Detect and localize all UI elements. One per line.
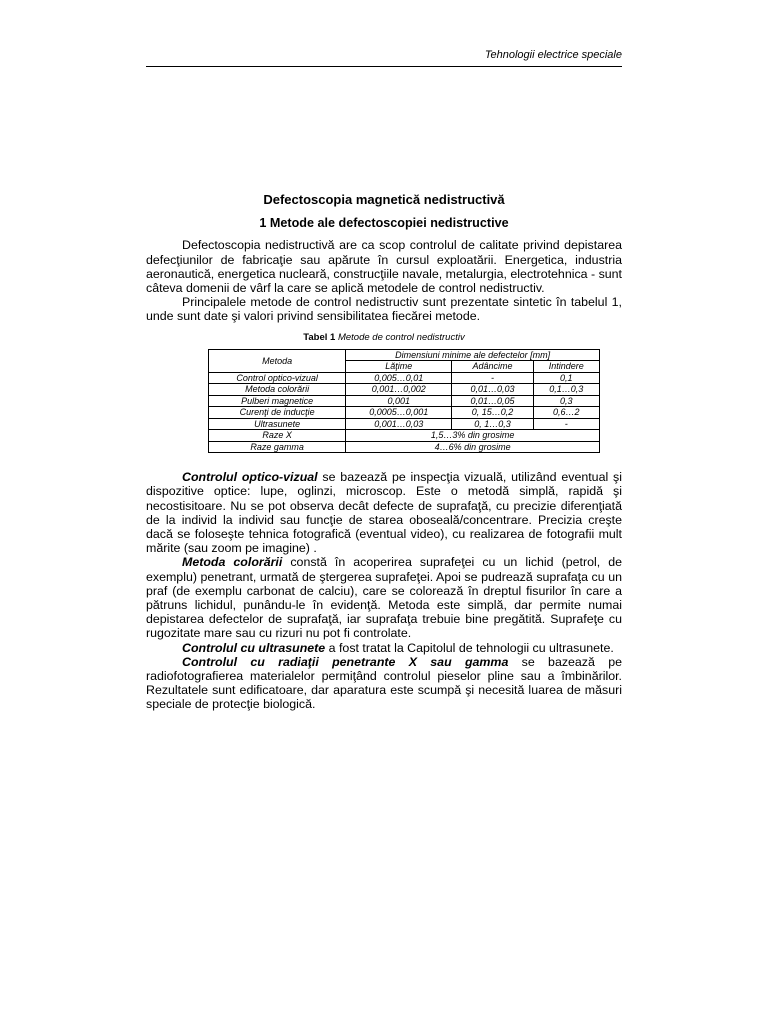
table-row	[209, 384, 600, 396]
method-text: constă în acoperirea suprafeţei cu un lichid (petrol, de exemplu) penetrant, urmată de ştergerea suprafeţei. Apoi se pudrează suprafaţa cu un praf (de exemplu carbonat de calciu), care se colorează în dreptul fisurilor în care a pătruns lichidul, punându-le în evidenţă. Metoda este simplă, dar permite numai depistarea defectelor de suprafaţă, iar suprafaţa trebuie bine pregătită. Suprafeţe cu rugozitate mare sau cu rizuri nu pot fi controlate.	[146, 555, 622, 641]
table-row	[209, 395, 600, 407]
table-row	[209, 418, 600, 430]
column-header-depth: Adâncime	[452, 361, 533, 373]
table-cell-method: Raze X	[209, 430, 346, 442]
column-header-dimensions: Dimensiuni minime ale defectelor [mm]	[346, 349, 600, 361]
method-lead: Metoda colorării	[182, 555, 283, 570]
table-caption-label: Tabel 1	[303, 331, 336, 343]
running-header: Tehnologii electrice speciale	[484, 49, 622, 61]
method-lead: Controlul optico-vizual	[182, 470, 318, 485]
table-row	[209, 441, 600, 453]
table-row	[209, 430, 600, 442]
table-cell: 0,01…0,03	[452, 384, 533, 396]
intro-paragraph: Defectoscopia nedistructivă are ca scop controlul de calitate privind depistarea defecţiunilor de fabricaţie sau apărute în cursul exploatării. Energetica, industria aeronautică, energetica nucleară, construcţiile navale, metalurgia, electrotehnica - sunt câteva domenii de vârf la care se aplică metodele de control nedistructiv.	[146, 238, 622, 296]
column-header-extent: Intindere	[533, 361, 599, 373]
table-cell: -	[452, 372, 533, 384]
method-lead: Controlul cu radiaţii penetrante X sau gamma	[182, 654, 509, 669]
table-cell-method: Metoda colorării	[209, 384, 346, 396]
table-caption	[146, 332, 622, 343]
table-cell-method: Raze gamma	[209, 441, 346, 453]
table-row	[209, 372, 600, 384]
method-paragraph	[146, 641, 622, 655]
column-header-method: Metoda	[209, 349, 346, 372]
document-title: Defectoscopia magnetică nedistructivă	[263, 192, 505, 207]
table-cell: 0,001…0,002	[346, 384, 452, 396]
table-cell-merged: 1,5…3% din grosime	[346, 430, 600, 442]
table-row	[209, 407, 600, 419]
column-header-width: Lăţime	[346, 361, 452, 373]
table-cell: 0,01…0,05	[452, 395, 533, 407]
header-rule	[146, 66, 622, 67]
table-cell: 0,0005…0,001	[346, 407, 452, 419]
table-header-row	[209, 349, 600, 361]
section-heading: 1 Metode ale defectoscopiei nedistructive	[259, 216, 509, 231]
table-cell-method: Control optico-vizual	[209, 372, 346, 384]
method-paragraph	[146, 555, 622, 640]
methods-table	[208, 349, 600, 454]
table-cell-merged: 4…6% din grosime	[346, 441, 600, 453]
page-content	[146, 193, 622, 712]
table-cell: -	[533, 418, 599, 430]
table-cell: 0,001…0,03	[346, 418, 452, 430]
method-lead: Controlul cu ultrasunete	[182, 640, 326, 655]
table-cell: 0,1…0,3	[533, 384, 599, 396]
table-caption-text: Metode de control nedistructiv	[337, 331, 465, 343]
table-cell: 0,3	[533, 395, 599, 407]
table-cell: 0,6…2	[533, 407, 599, 419]
table-cell: 0,005…0,01	[346, 372, 452, 384]
table-cell: 0,1	[533, 372, 599, 384]
method-paragraph	[146, 470, 622, 555]
table-cell-method: Ultrasunete	[209, 418, 346, 430]
method-text: a fost tratat la Capitolul de tehnologii cu ultrasunete.	[325, 640, 614, 655]
intro-paragraph: Principalele metode de control nedistructiv sunt prezentate sintetic în tabelul 1, unde sunt date şi valori privind sensibilitatea fiecărei metode.	[146, 295, 622, 324]
table-cell-method: Pulberi magnetice	[209, 395, 346, 407]
method-descriptions	[146, 470, 622, 711]
method-text: se bazează pe inspecţia vizuală, utilizând eventual şi dispozitive optice: lupe, oglinzi, microscop. Este o metodă simplă, rapidă şi necostisitoare. Nu se pot observa decât defecte de suprafaţă, cu precizie diferenţiată de la individ la individ sau funcţie de starea oboseală/concentrare. Precizia creşte dacă se foloseşte tehnica fotografică (eventual video), cu realizarea de fotografii mult mărite (sau zoom pe imagine) .	[146, 470, 622, 556]
table-cell: 0, 15…0,2	[452, 407, 533, 419]
method-paragraph	[146, 655, 622, 712]
method-text: se bazează pe radiofotografierea materialelor permiţând controlul pieselor pline sau a îmbinărilor. Rezultatele sunt edificatoare, dar aparatura este scumpă şi necesită luarea de măsuri speciale de protecţie biologică.	[146, 654, 622, 712]
table-cell: 0, 1…0,3	[452, 418, 533, 430]
table-cell: 0,001	[346, 395, 452, 407]
table-cell-method: Curenţi de inducţie	[209, 407, 346, 419]
